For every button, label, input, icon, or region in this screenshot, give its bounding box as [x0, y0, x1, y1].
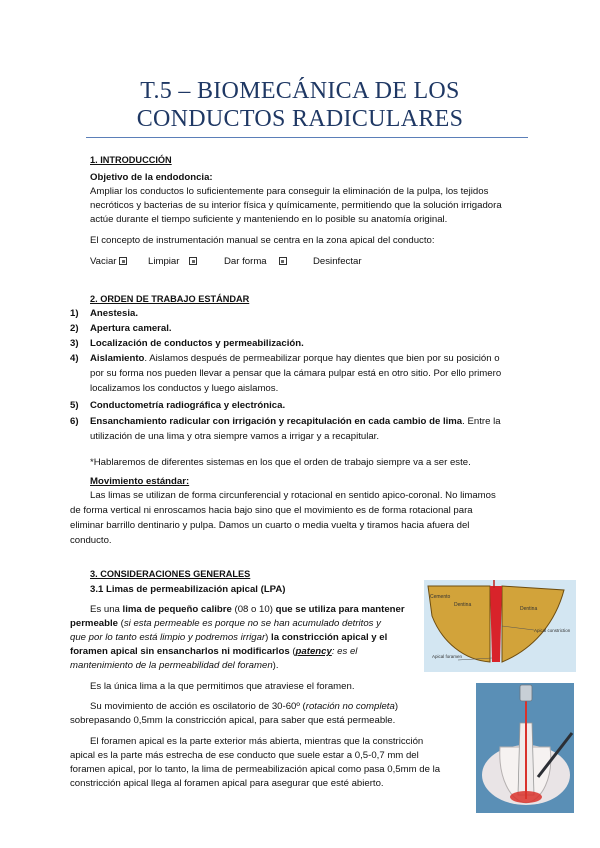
- lpa-paragraph-4-line-4: constricción apical llega al foramen apical para asegurar que esté abierto.: [70, 778, 384, 789]
- label-dentina-left: Dentina: [454, 602, 472, 608]
- step-dar-forma: Dar forma: [224, 255, 287, 269]
- list-item-5-text: Conductometría radiográfica y electrónica.: [90, 400, 286, 411]
- lpa-paragraph-3-line-1: Su movimiento de acción es oscilatorio de 30-60º (rotación no completa): [90, 701, 399, 712]
- lpa-paragraph-4-line-1: El foramen apical es la parte exterior más abierta, mientras que la constricción: [90, 736, 424, 747]
- root-canal: [490, 586, 502, 662]
- lpa-paragraph-3-line-2: sobrepasando 0,5mm la constricción apical, para saber que está permeable.: [70, 715, 396, 726]
- arrow-box-icon: [189, 257, 197, 265]
- label-apical-constriction: Apical constriction: [534, 628, 571, 633]
- list-item-1-text: Anestesia.: [90, 308, 138, 319]
- intro-paragraph-line-1: Ampliar los conductos lo suficientemente para conseguir la eliminación de la pulpa, los tejidos: [90, 186, 489, 197]
- apical-stain: [510, 791, 542, 803]
- lpa-line-2: permeable (si esta permeable es porque no se han acumulado detritos y: [70, 618, 381, 629]
- lpa-line-3: que por lo tanto está limpio y podremos irrigar) la constricción apical y el: [70, 632, 388, 643]
- movement-paragraph-line-4: conducto.: [70, 535, 112, 546]
- step-vaciar: Vaciar: [90, 255, 127, 269]
- label-apical-foramen: Apical foramen: [432, 654, 463, 659]
- list-item-3-text: Localización de conductos y permeabilización.: [90, 338, 304, 349]
- list-item-2-text: Apertura cameral.: [90, 323, 172, 334]
- lpa-paragraph-4-line-3: foramen apical, por lo tanto, la lima de permeabilización apical como pasa 0,5mm de la: [70, 764, 441, 775]
- list-item-5-number: 5): [70, 400, 79, 411]
- label-cemento: Cemento: [430, 594, 451, 600]
- intro-paragraph-line-2: necróticos y bacterias de su interior física y químicamente, permitiendo que la solución irrigadora: [90, 200, 502, 211]
- page-title-line-2: CONDUCTOS RADICULARES: [136, 106, 464, 132]
- lpa-line-5: mantenimiento de la permeabilidad del foramen).: [70, 660, 279, 671]
- lpa-line-4: foramen apical sin ensancharlos ni modificarlos (patency: es el: [70, 646, 358, 657]
- standard-movement-heading: Movimiento estándar:: [90, 476, 190, 487]
- label-dentina-right: Dentina: [520, 606, 538, 612]
- arrow-box-icon: [279, 257, 287, 265]
- list-item-4-cont-1: por su forma nos pueden llevar a pensar que la cámara pulpar está en otro sitio. Por ello primero: [90, 368, 502, 379]
- list-item-3-number: 3): [70, 338, 79, 349]
- list-item-4-number: 4): [70, 353, 79, 364]
- title-divider: [86, 137, 528, 138]
- movement-paragraph-line-1: Las limas se utilizan de forma circunferencial y rotacional en sentido apico-coronal. No limamos: [90, 490, 496, 501]
- list-item-6-cont-1: utilización de una lima y otra siempre vamos a irrigar y a recapitular.: [90, 431, 380, 442]
- apical-anatomy-figure: [424, 580, 576, 672]
- lpa-line-1: Es una lima de pequeño calibre (08 o 10) que se utiliza para mantener: [90, 604, 405, 615]
- work-order-note: *Hablaremos de diferentes sistemas en los que el orden de trabajo siempre va a ser este.: [90, 457, 471, 468]
- lpa-paragraph-4-line-2: apical es la parte más estrecha de ese conducto que suele estar a 0,5-0,7 mm del: [70, 750, 419, 761]
- list-item-4-cont-2: localizamos los conductos y luego aislamos.: [90, 383, 279, 394]
- tooth-file-figure: [476, 683, 574, 813]
- list-item-4-text: Aislamiento. Aislamos después de permeabilizar porque hay dientes que bien por su posición o: [90, 353, 500, 364]
- arrow-box-icon: [119, 257, 127, 265]
- section-3-heading: 3. CONSIDERACIONES GENERALES: [90, 569, 251, 579]
- section-2-heading: 2. ORDEN DE TRABAJO ESTÁNDAR: [90, 294, 250, 304]
- page-title-line-1: T.5 – BIOMECÁNICA DE LOS: [140, 78, 460, 104]
- list-item-6-number: 6): [70, 416, 79, 427]
- lpa-paragraph-2: Es la única lima a la que permitimos que atraviese el foramen.: [90, 681, 355, 692]
- objective-heading: Objetivo de la endodoncia:: [90, 172, 213, 183]
- movement-paragraph-line-2: de forma vertical ni enroscamos hacia bajo sino que el movimiento es de forma rotacional para: [70, 505, 473, 516]
- section-1-heading: 1. INTRODUCCIÓN: [90, 155, 172, 165]
- subsection-3-1-heading: 3.1 Limas de permeabilización apical (LPA): [90, 584, 286, 595]
- list-item-1: 1): [70, 308, 79, 319]
- file-handle: [520, 685, 532, 701]
- step-limpiar: Limpiar: [148, 255, 197, 269]
- intro-paragraph-line-3: actúe durante el tiempo suficiente y manteniendo en lo posible su anatomía original.: [90, 214, 448, 225]
- intro-paragraph-2: El concepto de instrumentación manual se centra en la zona apical del conducto:: [90, 235, 435, 246]
- list-item-6-text: Ensanchamiento radicular con irrigación y recapitulación en cada cambio de lima. Entre la: [90, 416, 501, 427]
- movement-paragraph-line-3: eliminar barrillo dentinario y pulpa. Damos un cuarto o media vuelta y tiramos hacia afuera del: [70, 520, 470, 531]
- step-desinfectar: Desinfectar: [313, 256, 362, 267]
- list-item-2-number: 2): [70, 323, 79, 334]
